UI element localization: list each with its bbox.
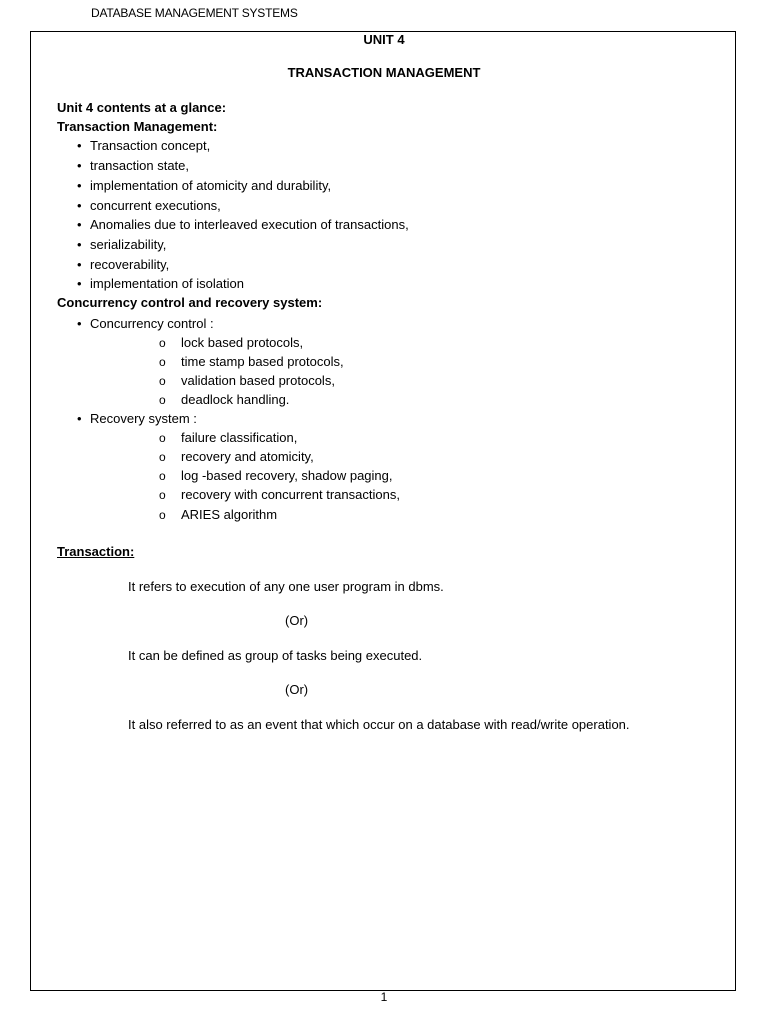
list-item: implementation of atomicity and durability, <box>90 178 332 193</box>
transaction-heading: Transaction: <box>57 544 135 559</box>
definition-text: It also referred to as an event that which occur on a database with read/write operation. <box>128 717 630 732</box>
or-separator: (Or) <box>285 682 309 697</box>
circle-bullet-icon: o <box>159 336 166 350</box>
bullet-icon: • <box>77 276 82 291</box>
bullet-icon: • <box>77 237 82 252</box>
sub-list-item: log -based recovery, shadow paging, <box>181 468 393 483</box>
definition-text: It refers to execution of any one user program in dbms. <box>128 579 444 594</box>
unit-label: UNIT 4 <box>363 32 405 47</box>
list-item: recoverability, <box>90 257 170 272</box>
bullet-icon: • <box>77 411 82 426</box>
circle-bullet-icon: o <box>159 508 166 522</box>
bullet-icon: • <box>77 158 82 173</box>
sub-list-item: time stamp based protocols, <box>181 354 344 369</box>
sub-list-item: validation based protocols, <box>181 373 335 388</box>
sub-list-item: ARIES algorithm <box>181 507 278 522</box>
bullet-icon: • <box>77 217 82 232</box>
circle-bullet-icon: o <box>159 488 166 502</box>
circle-bullet-icon: o <box>159 393 166 407</box>
concurrency-control-label: Concurrency control : <box>90 316 214 331</box>
sub-list-item: recovery with concurrent transactions, <box>181 487 400 502</box>
list-item: transaction state, <box>90 158 189 173</box>
page-border <box>30 31 736 991</box>
circle-bullet-icon: o <box>159 469 166 483</box>
sub-list-item: recovery and atomicity, <box>181 449 314 464</box>
bullet-icon: • <box>77 178 82 193</box>
list-item: implementation of isolation <box>90 276 244 291</box>
circle-bullet-icon: o <box>159 374 166 388</box>
or-separator: (Or) <box>285 613 309 628</box>
circle-bullet-icon: o <box>159 355 166 369</box>
bullet-icon: • <box>77 316 82 331</box>
section-heading-concurrency-recovery: Concurrency control and recovery system: <box>57 295 323 310</box>
sub-list-item: failure classification, <box>181 430 298 445</box>
sub-list-item: lock based protocols, <box>181 335 304 350</box>
running-header: DATABASE MANAGEMENT SYSTEMS <box>91 6 298 20</box>
page-number: 1 <box>380 990 388 1004</box>
page-title: TRANSACTION MANAGEMENT <box>287 65 481 80</box>
bullet-icon: • <box>77 257 82 272</box>
definition-text: It can be defined as group of tasks being executed. <box>128 648 423 663</box>
glance-heading: Unit 4 contents at a glance: <box>57 100 227 115</box>
list-item: Transaction concept, <box>90 138 211 153</box>
recovery-system-label: Recovery system : <box>90 411 197 426</box>
section-heading-transaction-management: Transaction Management: <box>57 119 218 134</box>
bullet-icon: • <box>77 198 82 213</box>
circle-bullet-icon: o <box>159 450 166 464</box>
list-item: serializability, <box>90 237 167 252</box>
bullet-icon: • <box>77 138 82 153</box>
list-item: concurrent executions, <box>90 198 221 213</box>
sub-list-item: deadlock handling. <box>181 392 290 407</box>
list-item: Anomalies due to interleaved execution of transactions, <box>90 217 409 232</box>
circle-bullet-icon: o <box>159 431 166 445</box>
